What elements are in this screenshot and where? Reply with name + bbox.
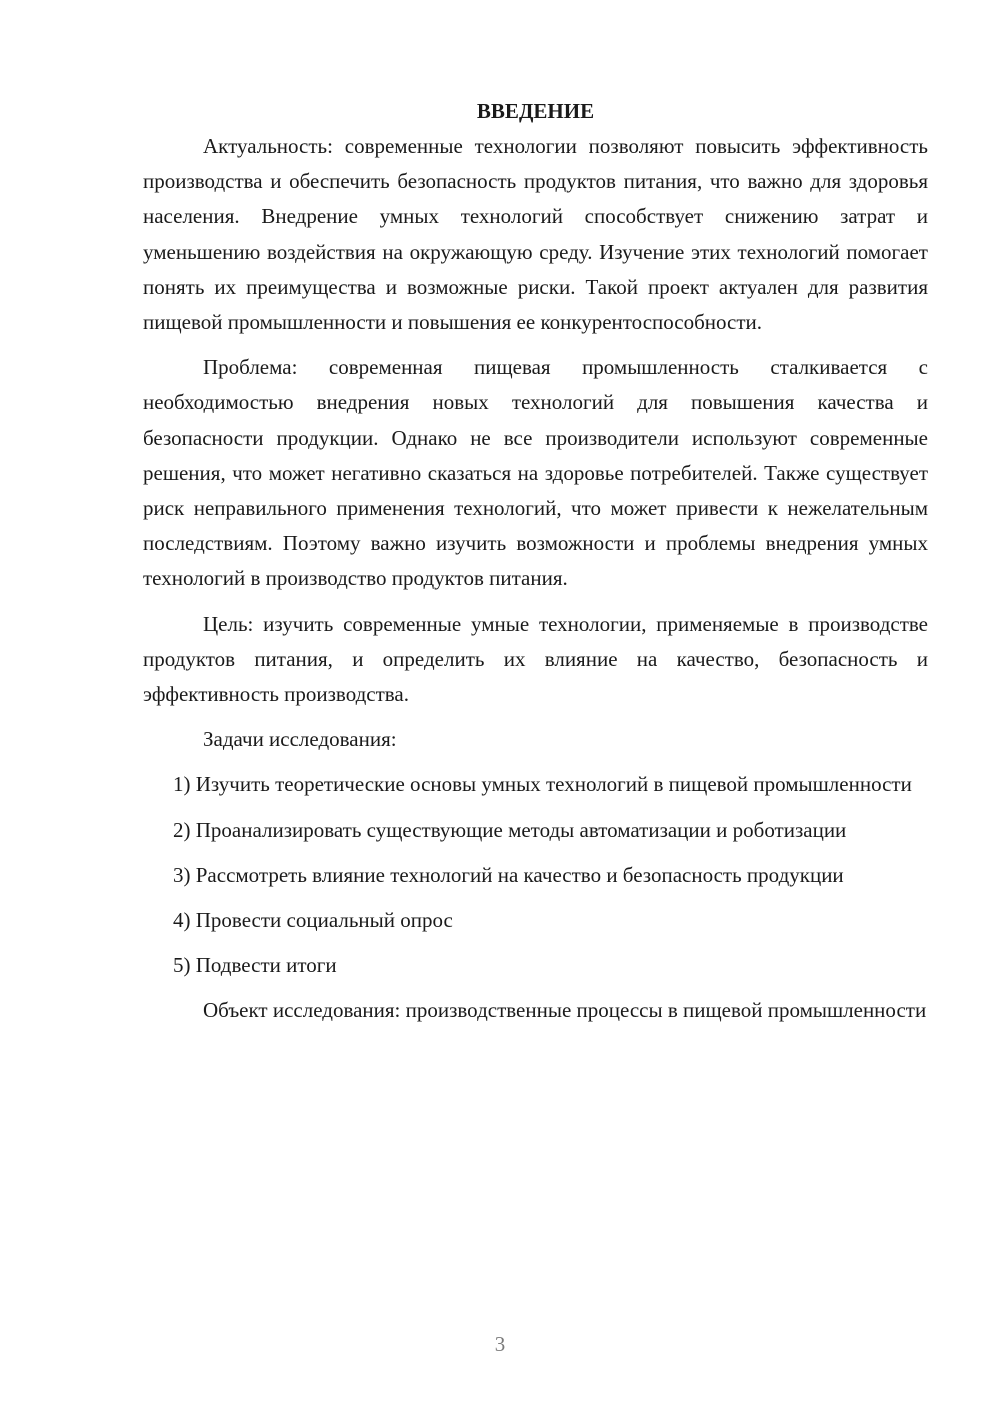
paragraph-goal: Цель: изучить современные умные технологии, применяемые в производстве продуктов питания, и определить их влияние на качество, безопасность и эффективность производства. (143, 611, 928, 707)
task-item-1: 1) Изучить теоретические основы умных технологий в пищевой промышленности (173, 772, 912, 797)
task-item-4: 4) Провести социальный опрос (173, 908, 453, 933)
tasks-label: Задачи исследования: (203, 727, 397, 752)
task-item-2: 2) Проанализировать существующие методы автоматизации и роботизации (173, 817, 847, 842)
paragraph-problem: Проблема: современная пищевая промышленность сталкивается с необходимостью внедрения новых технологий для повышения качества и безопасности продукции. Однако не все производители используют современные решения, что может негативно сказаться на здоровье потребителей. Также существует риск неправильного применения технологий, что может привести к нежелательным последствиям. Поэтому важно изучить возможности и проблемы внедрения умных технологий в производство продуктов питания. (143, 355, 928, 591)
task-item-5: 5) Подвести итоги (173, 953, 337, 978)
paragraph-object: Объект исследования: производственные процессы в пищевой промышленности (203, 998, 927, 1023)
paragraph-relevance: Актуальность: современные технологии позволяют повысить эффективность производства и обеспечить безопасность продуктов питания, что важно для здоровья населения. Внедрение умных технологий способствует снижению затрат и уменьшению воздействия на окружающую среду. Изучение этих технологий помогает понять их преимущества и возможные риски. Такой проект актуален для развития пищевой промышленности и повышения ее конкурентоспособности. (143, 134, 928, 335)
task-item-3: 3) Рассмотреть влияние технологий на качество и безопасность продукции (173, 862, 844, 887)
page-number: 3 (494, 1332, 506, 1356)
document-body (143, 94, 928, 1029)
section-heading: ВВЕДЕНИЕ (476, 99, 595, 123)
